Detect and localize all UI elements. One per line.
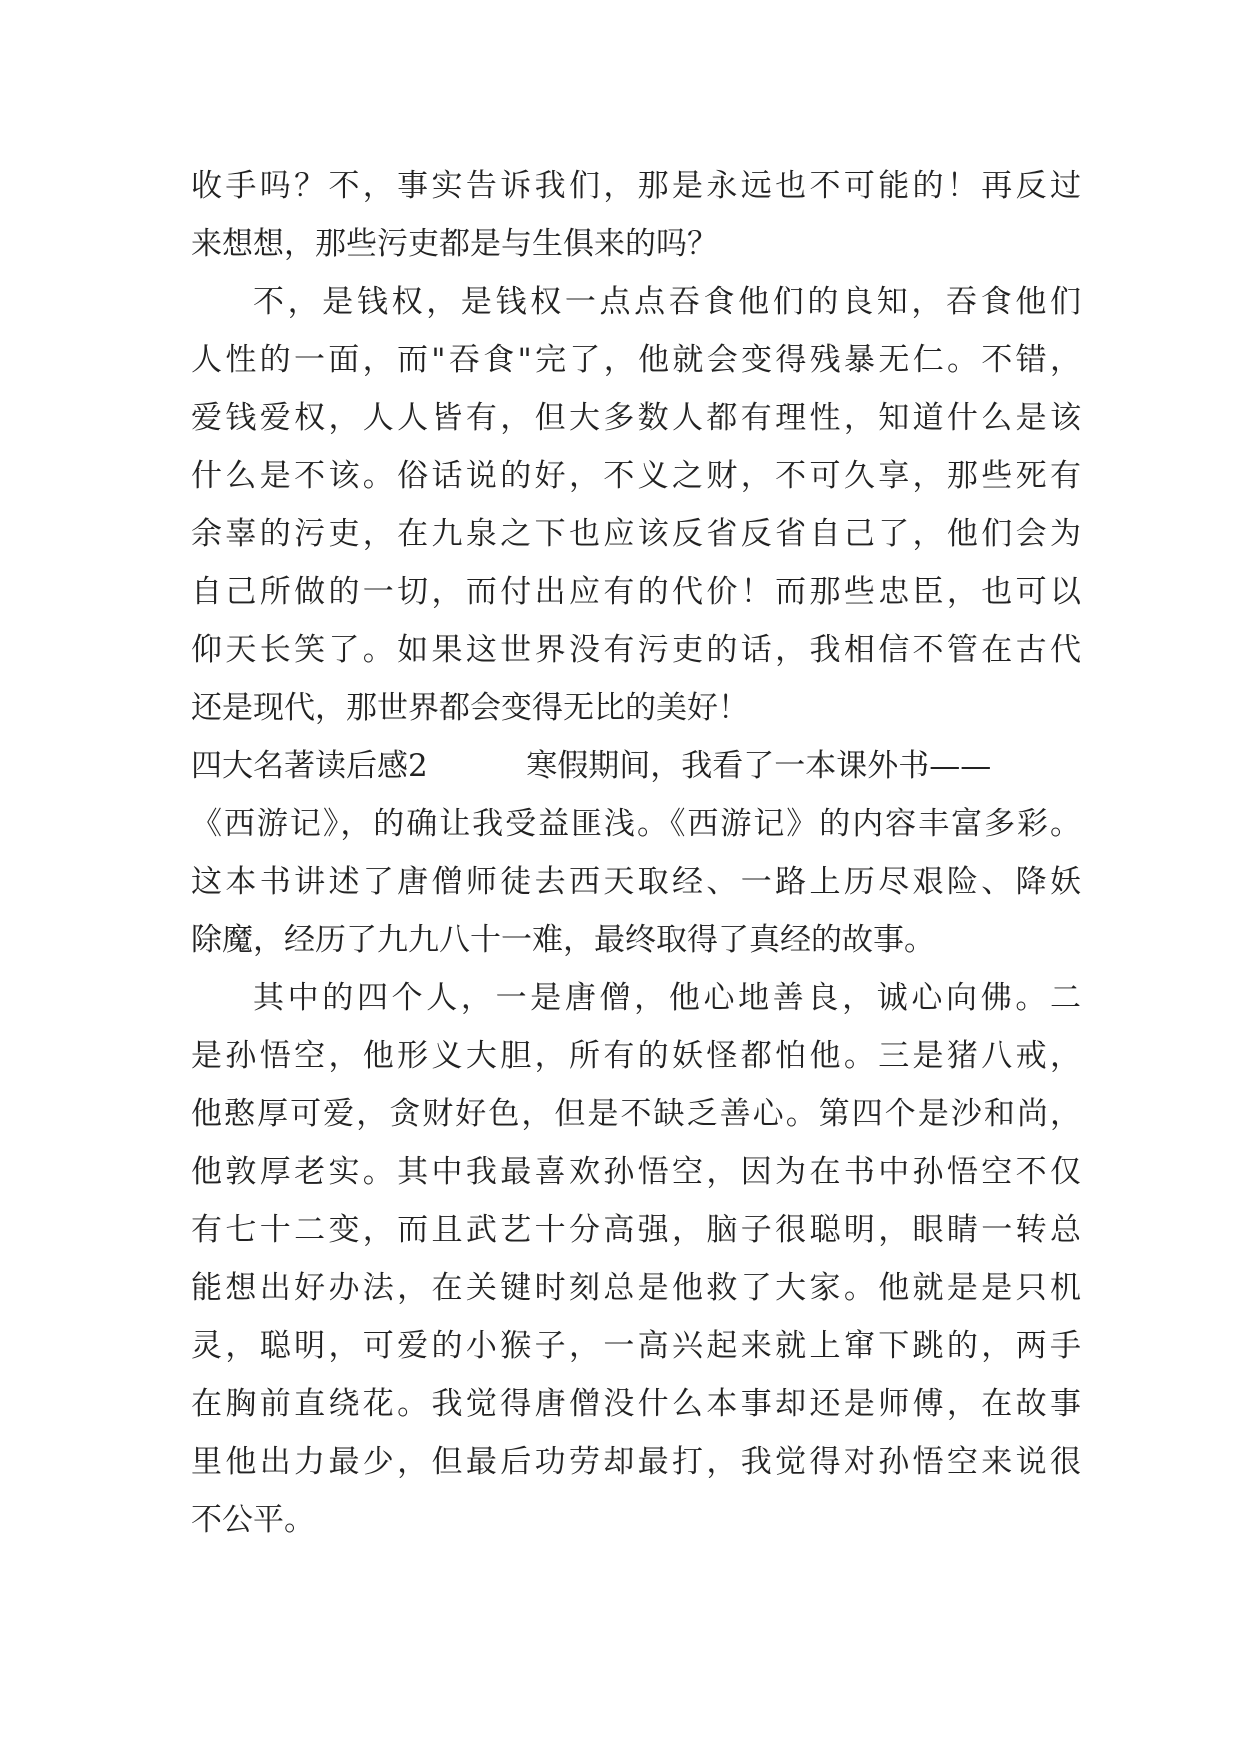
document-body: [191, 157, 1081, 1549]
text-line: 仰天长笑了。如果这世界没有污吏的话，我相信不管在古代: [191, 632, 1081, 668]
text-line: 寒假期间，我看了一本课外书——: [526, 748, 992, 784]
text-line: 自己所做的一切，而付出应有的代价！而那些忠臣，也可以: [191, 574, 1081, 610]
text-line: 《西游记》，的确让我受益匪浅。《西游记》的内容丰富多彩。: [191, 806, 1081, 842]
text-line: 还是现代，那世界都会变得无比的美好！: [191, 690, 749, 726]
text-line: 收手吗？不，事实告诉我们，那是永远也不可能的！再反过: [191, 168, 1081, 204]
text-line: 人性的一面，而"吞食"完了，他就会变得残暴无仁。不错，: [191, 342, 1081, 378]
section-heading-line: [191, 737, 1081, 795]
text-line: 爱钱爱权，人人皆有，但大多数人都有理性，知道什么是该: [191, 400, 1081, 436]
text-line: 除魔，经历了九九八十一难，最终取得了真经的故事。: [191, 922, 935, 958]
text-line: 能想出好办法，在关键时刻总是他救了大家。他就是是只机: [191, 1270, 1081, 1306]
paragraph: [191, 969, 1081, 1549]
text-line: 什么是不该。俗话说的好，不义之财，不可久享，那些死有: [191, 458, 1081, 494]
section: [191, 737, 1081, 969]
text-line: 他憨厚可爱，贪财好色，但是不缺乏善心。第四个是沙和尚，: [191, 1096, 1081, 1132]
text-line: 不，是钱权，是钱权一点点吞食他们的良知，吞食他们: [253, 284, 1081, 320]
text-line: 灵，聪明，可爱的小猴子，一高兴起来就上窜下跳的，两手: [191, 1328, 1081, 1364]
text-line: 有七十二变，而且武艺十分高强，脑子很聪明，眼睛一转总: [191, 1212, 1081, 1248]
text-line: 不公平。: [191, 1502, 315, 1538]
text-line: 是孙悟空，他形义大胆，所有的妖怪都怕他。三是猪八戒，: [191, 1038, 1081, 1074]
section-heading: 四大名著读后感2: [191, 748, 428, 784]
text-line: 他敦厚老实。其中我最喜欢孙悟空，因为在书中孙悟空不仅: [191, 1154, 1081, 1190]
text-line: 里他出力最少，但最后功劳却最打，我觉得对孙悟空来说很: [191, 1444, 1081, 1480]
text-line: 在胸前直绕花。我觉得唐僧没什么本事却还是师傅，在故事: [191, 1386, 1081, 1422]
text-line: 这本书讲述了唐僧师徒去西天取经、一路上历尽艰险、降妖: [191, 864, 1081, 900]
text-line: 来想想，那些污吏都是与生俱来的吗？: [191, 226, 718, 262]
paragraph: [191, 273, 1081, 737]
paragraph: [191, 157, 1081, 273]
text-line: 其中的四个人，一是唐僧，他心地善良，诚心向佛。二: [253, 980, 1081, 1016]
text-line: 余辜的污吏，在九泉之下也应该反省反省自己了，他们会为: [191, 516, 1081, 552]
